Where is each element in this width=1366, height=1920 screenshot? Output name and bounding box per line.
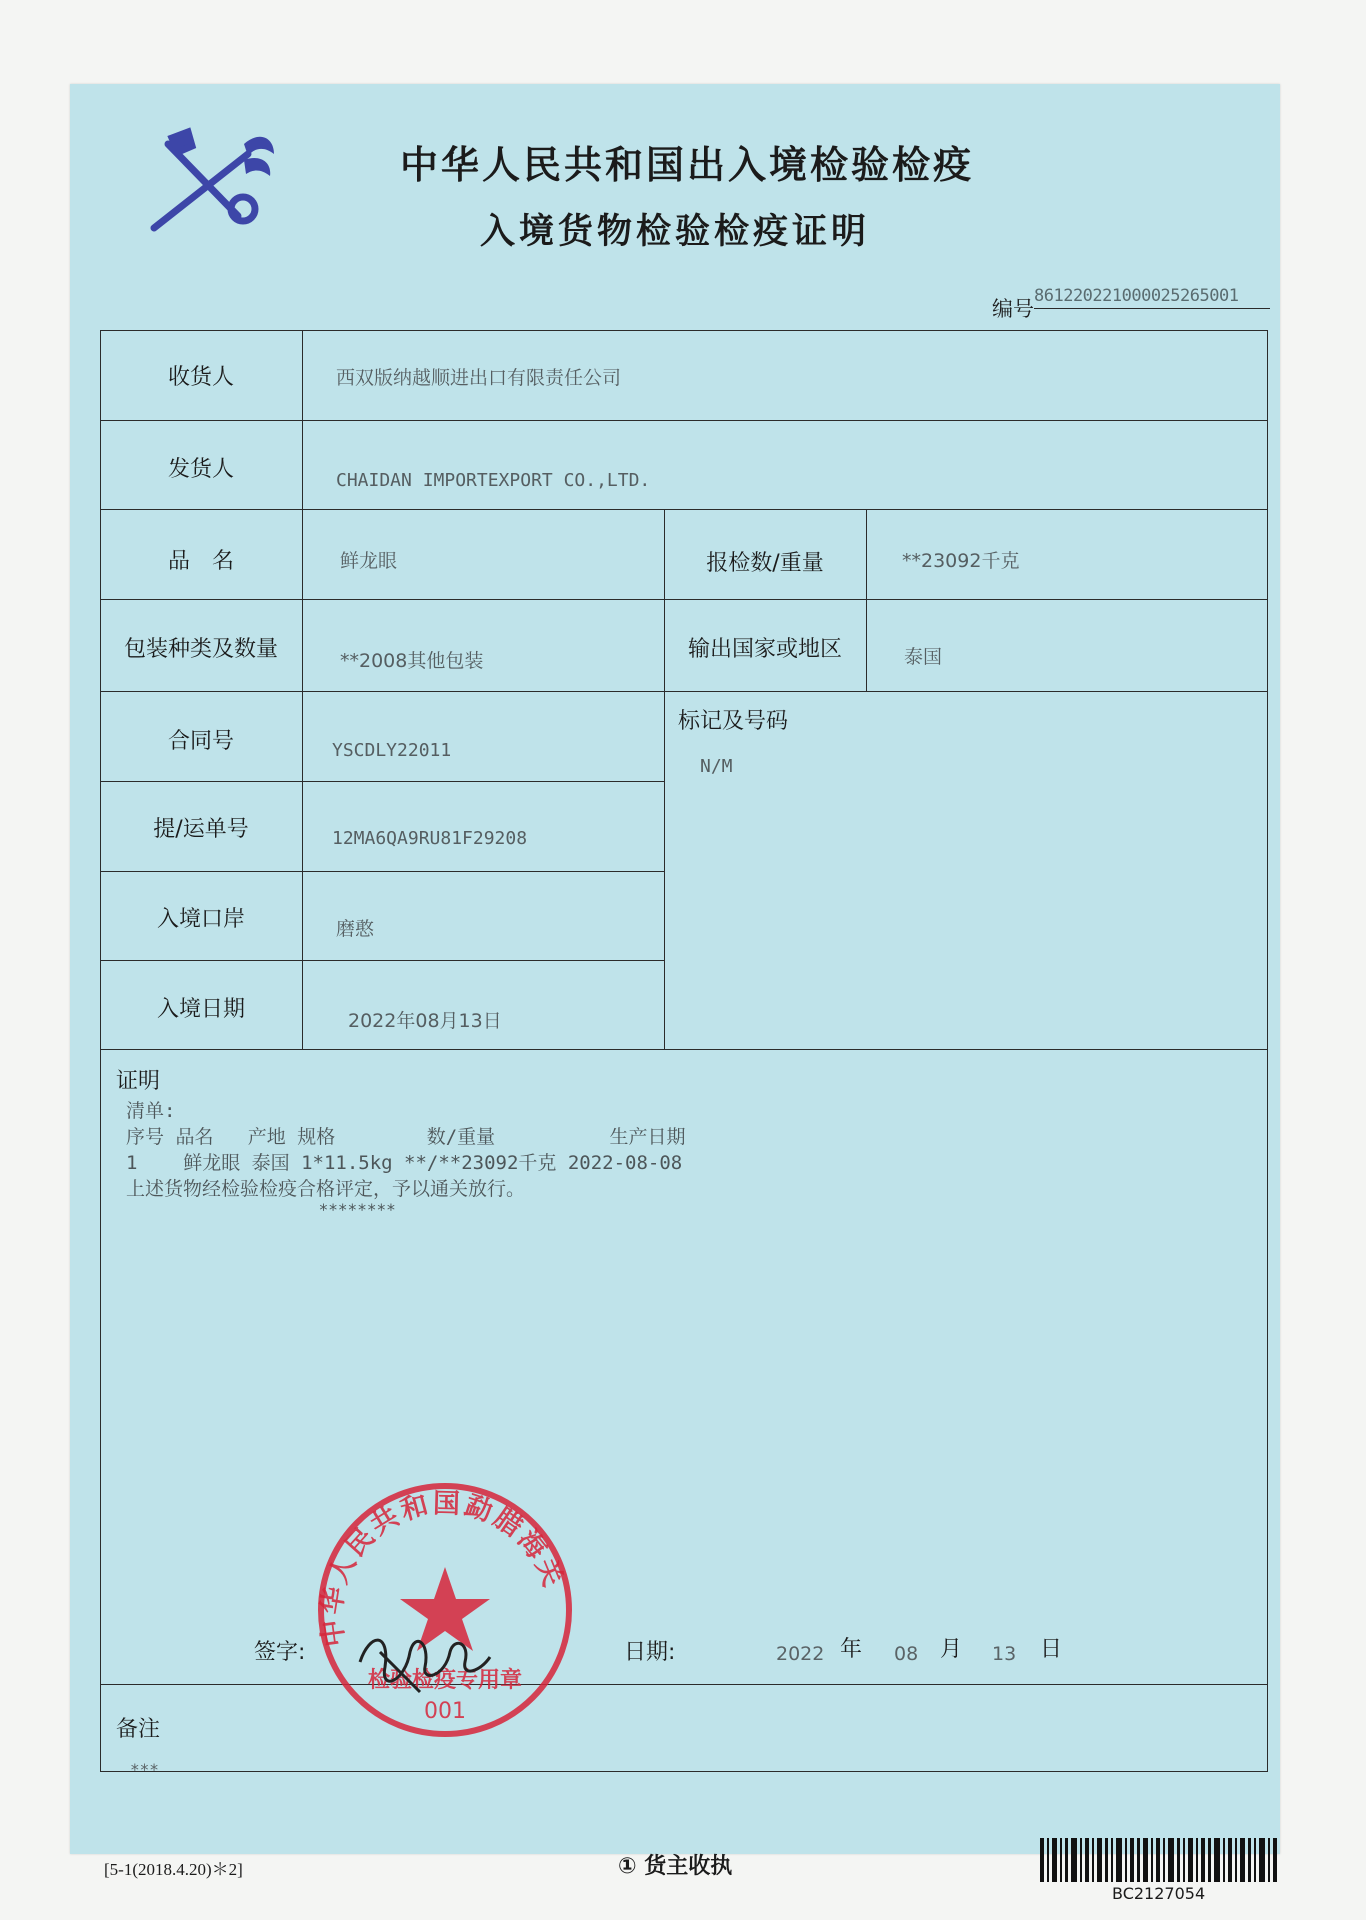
document-title: 中华人民共和国出入境检验检疫 [400,143,975,187]
certificate-line: ******** [126,1200,396,1219]
remarks-label: 备注 [116,1717,161,1742]
entry-date-label: 入境日期 [156,997,245,1022]
quantity-weight-value: **23092千克 [902,550,1020,572]
date-year: 2022 [776,1643,825,1665]
bill-no-value: 12MA6QA9RU81F29208 [332,828,528,849]
customs-emblem-icon [148,124,278,234]
year-unit: 年 [840,1637,863,1662]
barcode [1040,1838,1280,1882]
certificate-line: 清单: [126,1100,176,1122]
serial-number: 861220221000025265001 [1034,286,1270,309]
certificate-label: 证明 [116,1069,161,1094]
entry-date-value: 2022年08月13日 [348,1010,502,1032]
certificate-line: 1 鲜龙眼 泰国 1*11.5kg **/**23092千克 2022-08-08 [126,1152,683,1174]
contract-no-label: 合同号 [167,729,234,754]
copy-label: ① 货主收执 [618,1854,733,1879]
consignor-value: CHAIDAN IMPORTEXPORT CO.,LTD. [336,470,651,491]
quantity-weight-label: 报检数/重量 [706,551,824,576]
day-unit: 日 [1040,1637,1063,1662]
package-value: **2008其他包装 [340,650,484,672]
form-code: [5-1(2018.4.20)＊2] [104,1860,243,1879]
remarks-value: *** [130,1760,159,1779]
date-month: 08 [894,1643,919,1665]
svg-text:检验检疫专用章: 检验检疫专用章 [367,1668,523,1693]
consignee-value: 西双版纳越顺进出口有限责任公司 [336,367,622,389]
marks-label: 标记及号码 [678,709,789,734]
origin-country-label: 输出国家或地区 [687,637,842,662]
date-day: 13 [992,1643,1017,1665]
consignor-label: 发货人 [167,457,234,482]
serial-label: 编号 [992,297,1034,321]
marks-value: N/M [700,756,733,777]
entry-port-label: 入境口岸 [156,907,245,932]
certificate-line: 序号 品名 产地 规格 数/重量 生产日期 [126,1126,686,1148]
svg-text:001: 001 [424,1699,466,1724]
bill-no-label: 提/运单号 [153,817,249,842]
goods-name-value: 鲜龙眼 [340,550,398,572]
document-subtitle: 入境货物检验检疫证明 [480,212,871,252]
month-unit: 月 [940,1637,963,1662]
svg-text:中华人民共和国勐腊海关: 中华人民共和国勐腊海关 [316,1488,570,1649]
barcode-number: BC2127054 [1112,1884,1206,1903]
signature-label: 签字: [254,1640,306,1665]
contract-no-value: YSCDLY22011 [332,740,452,761]
package-label: 包装种类及数量 [123,637,278,662]
official-seal-icon [310,1475,580,1745]
certificate-line: 上述货物经检验检疫合格评定，予以通关放行。 [126,1178,526,1200]
entry-port-value: 磨憨 [336,918,375,940]
date-label: 日期: [624,1640,676,1665]
consignee-label: 收货人 [167,365,234,390]
goods-name-label: 品 名 [167,549,234,574]
handwritten-signature [350,1622,500,1702]
origin-country-value: 泰国 [904,646,943,668]
